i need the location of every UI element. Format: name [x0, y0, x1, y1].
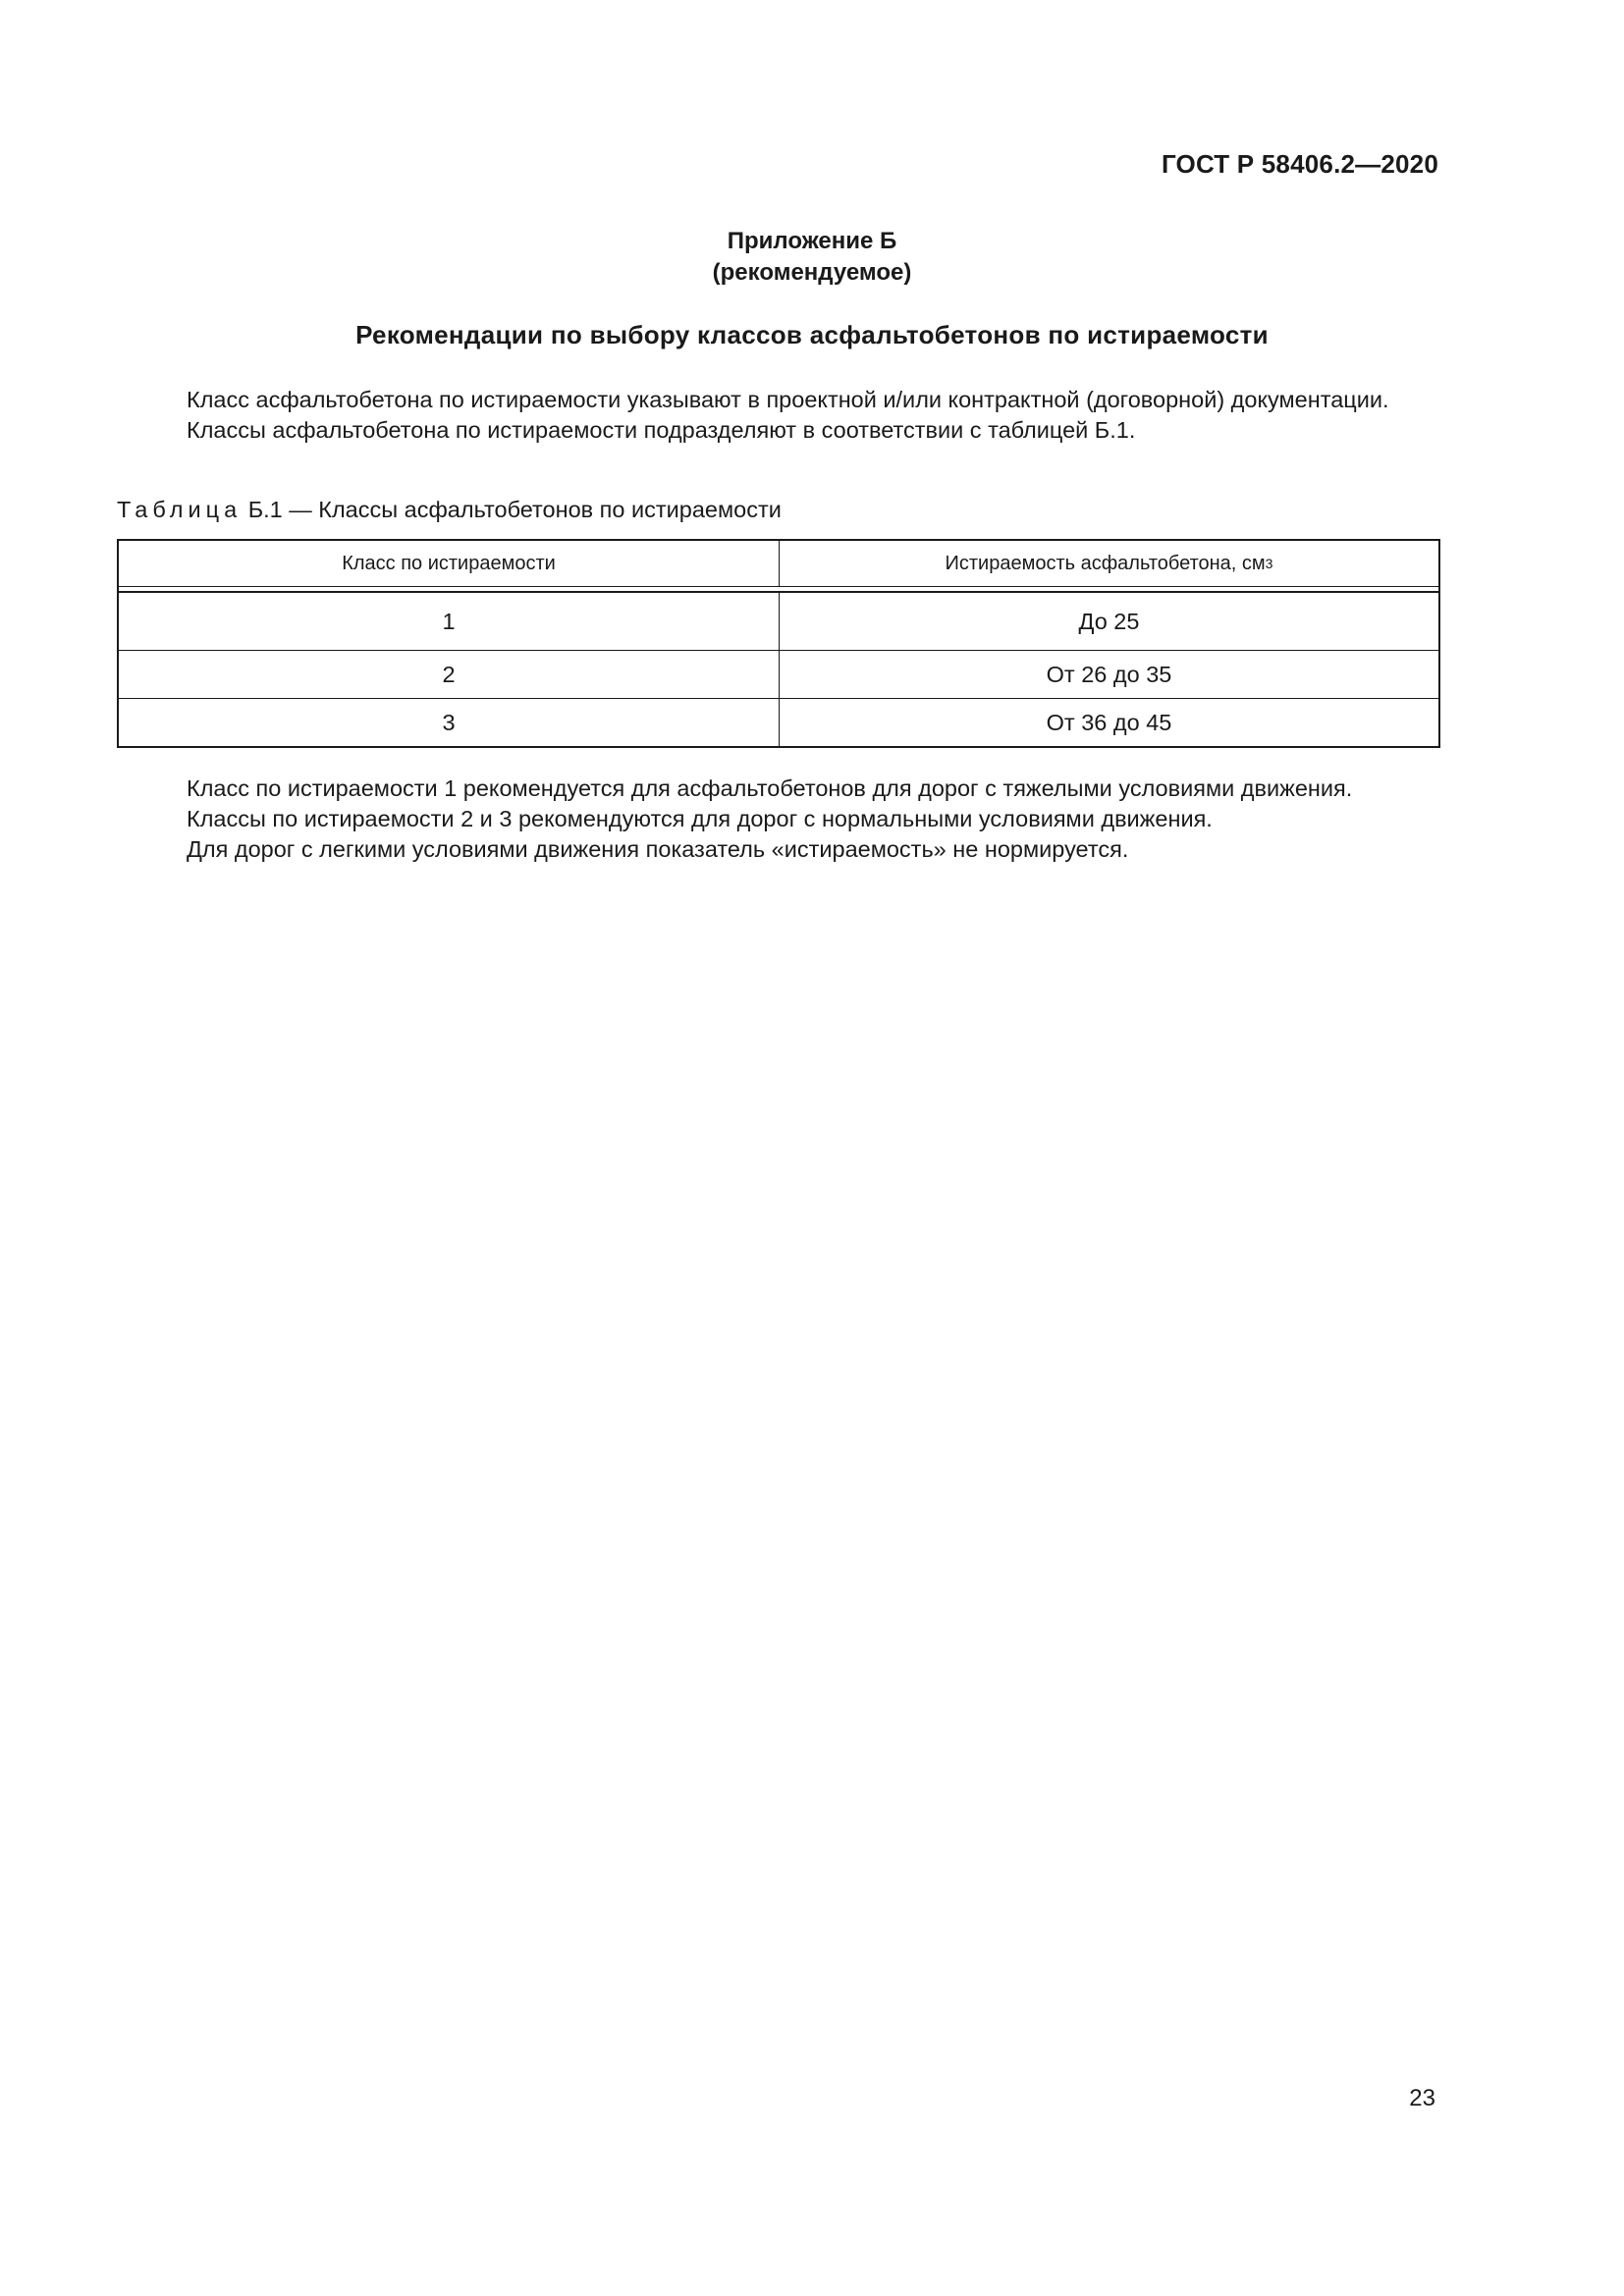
table-row — [119, 698, 1438, 746]
table-caption-text: Б.1 — Классы асфальтобетонов по истираемости — [247, 497, 782, 522]
table-cell: От 36 до 45 — [779, 699, 1438, 746]
table-cell: 3 — [442, 709, 456, 735]
table-row — [119, 591, 1438, 650]
abrasion-classes-table — [117, 539, 1440, 748]
table-cell: 1 — [442, 608, 456, 634]
note-paragraph: Для дорог с легкими условиями движения показатель «истираемость» не нормируется. — [187, 836, 1129, 862]
table-cell: От 26 до 35 — [779, 651, 1438, 698]
table-header-cell — [779, 541, 1438, 586]
table-caption-label: Таблица — [117, 497, 243, 522]
intro-paragraph: Класс асфальтобетона по истираемости указывают в проектной и/или контрактной (договорной) документации. — [187, 387, 1389, 412]
table-caption — [117, 497, 782, 523]
table-header-cell: Класс по истираемости — [342, 552, 556, 574]
table-row — [119, 650, 1438, 698]
note-paragraph: Классы по истираемости 2 и 3 рекомендуются для дорог с нормальными условиями движения. — [187, 806, 1213, 831]
standard-code: ГОСТ Р 58406.2—2020 — [1161, 149, 1438, 179]
notes-text — [117, 774, 1440, 865]
intro-paragraph: Классы асфальтобетона по истираемости подразделяют в соответствии с таблицей Б.1. — [187, 417, 1136, 443]
section-title: Рекомендации по выбору классов асфальтобетонов по истираемости — [355, 320, 1269, 349]
appendix-status: (рекомендуемое) — [712, 259, 912, 286]
table-header-row — [119, 541, 1438, 587]
note-paragraph: Класс по истираемости 1 рекомендуется для асфальтобетонов для дорог с тяжелыми условиями движения. — [187, 775, 1353, 801]
appendix-title: Приложение Б — [727, 228, 897, 254]
table-header-text: Истираемость асфальтобетона, см — [945, 552, 1266, 574]
intro-text — [117, 385, 1440, 446]
table-cell: До 25 — [779, 593, 1438, 650]
appendix-heading — [0, 226, 1624, 289]
table-cell: 2 — [442, 661, 456, 687]
unit-superscript: 3 — [1265, 556, 1273, 571]
page-number: 23 — [1409, 2085, 1435, 2111]
